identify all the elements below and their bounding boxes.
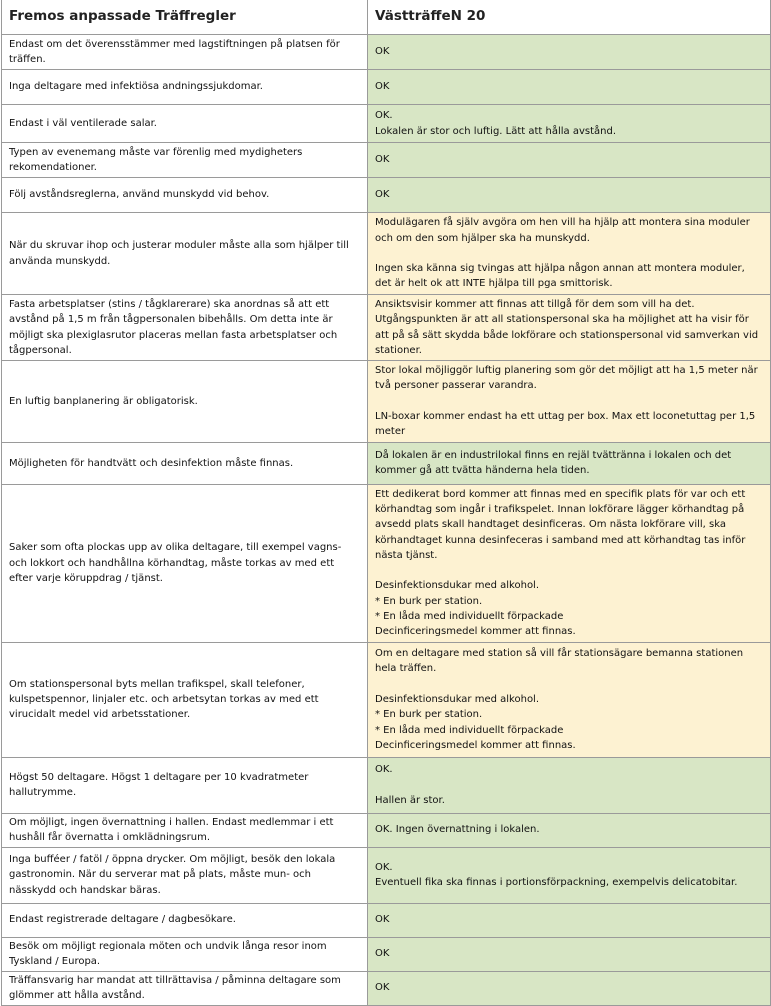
table-row: [2, 442, 771, 484]
response-line: OK: [375, 914, 390, 926]
response-line: Ansiktsvisir kommer att finnas att tillgå för dem som vill ha det. Utgångspunkten är att all stationspersonal ska ha möjlighet att ha visir för att på så sätt skydda både lokförare och stationspersonal vid samverkan vid stationer.: [375, 299, 762, 356]
table-row: [2, 903, 771, 937]
rule-cell: En luftig banplanering är obligatorisk.: [2, 361, 368, 442]
response-cell: [368, 361, 771, 442]
rule-cell: Om möjligt, ingen övernattning i hallen. Endast medlemmar i ett hushåll får övernatta i omklädningsrum.: [2, 813, 368, 847]
response-line: Hallen är stor.: [375, 794, 445, 806]
table-row: [2, 295, 771, 361]
table-row: [2, 361, 771, 442]
response-line: Lokalen är stor och luftig. Lätt att hålla avstånd.: [375, 125, 617, 137]
response-cell: [368, 105, 771, 143]
rule-cell: Om stationspersonal byts mellan trafikspel, skall telefoner, kulspetspennor, linjaler etc. och arbetsytan torkas av med ett virucidalt medel vid arbetsstationer.: [2, 642, 368, 757]
response-line: [375, 777, 763, 792]
response-line: OK.: [375, 764, 393, 776]
table-row: [2, 143, 771, 178]
response-line: Desinfektionsdukar med alkohol.: [375, 693, 540, 705]
table-row: [2, 642, 771, 757]
response-cell: [368, 642, 771, 757]
response-cell: [368, 757, 771, 813]
rule-cell: Möjligheten för handtvätt och desinfektion måste finnas.: [2, 442, 368, 484]
response-cell: [368, 143, 771, 178]
response-line: * En låda med individuellt förpackade: [375, 611, 564, 623]
response-cell: [368, 847, 771, 903]
response-line: Stor lokal möjliggör luftig planering som gör det möjligt att ha 1,5 meter när två personer passerar varandra.: [375, 365, 761, 392]
response-line: LN-boxar kommer endast ha ett uttag per box. Max ett loconetuttag per 1,5 meter: [375, 411, 759, 438]
response-cell: [368, 903, 771, 937]
response-line: [375, 246, 763, 261]
table-row: [2, 937, 771, 971]
response-line: OK: [375, 982, 390, 994]
table-row: [2, 178, 771, 213]
response-cell: [368, 971, 771, 1005]
response-line: Ett dedikerat bord kommer att finnas med en specifik plats för var och ett körhandtag som ingår i trafikspelet. Innan lokförare lägger körhandtag på avsedd plats skall handtaget desinficeras. Om nästa lokförare vill, ska körhandtaget kunna desinfeceras i samband med att körhandtag tas inför nästa tjänst.: [375, 488, 749, 561]
rules-table: [1, 0, 771, 1006]
response-line: [375, 563, 763, 578]
response-line: OK: [375, 189, 390, 201]
rule-cell: Besök om möjligt regionala möten och undvik långa resor inom Tyskland / Europa.: [2, 937, 368, 971]
response-line: OK.: [375, 861, 393, 873]
table-row: [2, 971, 771, 1005]
response-line: Då lokalen är en industrilokal finns en rejäl tvättränna i lokalen och det kommer gå att tvätta händerna hela tiden.: [375, 449, 735, 477]
response-line: OK: [375, 46, 390, 58]
table-row: [2, 35, 771, 70]
rule-cell: När du skruvar ihop och justerar moduler måste alla som hjälper till använda munskydd.: [2, 213, 368, 295]
response-cell: [368, 442, 771, 484]
response-line: Desinfektionsdukar med alkohol.: [375, 580, 540, 592]
response-line: [375, 394, 763, 409]
response-line: OK: [375, 81, 390, 93]
table-row: [2, 757, 771, 813]
response-line: Om en deltagare med station så vill får stationsägare bemanna stationen hela träffen.: [375, 648, 747, 675]
rule-cell: Endast registrerade deltagare / dagbesökare.: [2, 903, 368, 937]
response-cell: [368, 213, 771, 295]
rule-cell: Typen av evenemang måste var förenlig med mydigheters rekomendationer.: [2, 143, 368, 178]
response-cell: [368, 70, 771, 105]
header-row: [2, 0, 771, 35]
rule-cell: Inga bufféer / fatöl / öppna drycker. Om möjligt, besök den lokala gastronomin. När du serverar mat på plats, måste mun- och nässkydd och handskar bäras.: [2, 847, 368, 903]
rule-cell: Träffansvarig har mandat att tillrättavisa / påminna deltagare som glömmer att hålla avstånd.: [2, 971, 368, 1005]
header-event: VästträffeN 20: [368, 0, 771, 35]
response-cell: [368, 178, 771, 213]
table-row: [2, 484, 771, 642]
response-line: OK.: [375, 110, 393, 122]
response-line: * En låda med individuellt förpackade: [375, 724, 564, 736]
response-line: Decinficeringsmedel kommer att finnas.: [375, 739, 576, 751]
rule-cell: Inga deltagare med infektiösa andningssjukdomar.: [2, 70, 368, 105]
table-row: [2, 105, 771, 143]
response-line: OK. Ingen övernattning i lokalen.: [375, 824, 540, 836]
response-cell: [368, 295, 771, 361]
rule-cell: Högst 50 deltagare. Högst 1 deltagare per 10 kvadratmeter hallutrymme.: [2, 757, 368, 813]
response-line: Ingen ska känna sig tvingas att hjälpa någon annan att montera moduler, det är helt ok att INTE hjälpa till pga smittorisk.: [375, 263, 749, 290]
response-line: OK: [375, 154, 390, 166]
rule-cell: Saker som ofta plockas upp av olika deltagare, till exempel vagns- och lokkort och handhållna körhandtag, måste torkas av med ett efter varje köruppdrag / tjänst.: [2, 484, 368, 642]
table-row: [2, 847, 771, 903]
response-line: Modulägaren få själv avgöra om hen vill ha hjälp att montera sina moduler och om den som hjälper ska ha munskydd.: [375, 217, 754, 244]
rule-cell: Fasta arbetsplatser (stins / tågklarerare) ska anordnas så att ett avstånd på 1,5 m från tågpersonalen bibehålls. Om detta inte är möjligt ska plexiglasrutor placeras mellan fasta arbetsplatser och tågpersonal.: [2, 295, 368, 361]
response-cell: [368, 484, 771, 642]
response-line: Eventuell fika ska finnas i portionsförpackning, exempelvis delicatobitar.: [375, 877, 738, 889]
header-rules: Fremos anpassade Träffregler: [2, 0, 368, 35]
response-line: [375, 677, 763, 692]
response-line: Decinficeringsmedel kommer att finnas.: [375, 626, 576, 638]
response-line: * En burk per station.: [375, 595, 483, 607]
response-cell: [368, 937, 771, 971]
table-body: [2, 35, 771, 1006]
table-row: [2, 213, 771, 295]
response-cell: [368, 35, 771, 70]
rule-cell: Följ avståndsreglerna, använd munskydd vid behov.: [2, 178, 368, 213]
response-line: * En burk per station.: [375, 709, 483, 721]
rule-cell: Endast om det överensstämmer med lagstiftningen på platsen för träffen.: [2, 35, 368, 70]
table-row: [2, 70, 771, 105]
response-cell: [368, 813, 771, 847]
table-row: [2, 813, 771, 847]
rule-cell: Endast i väl ventilerade salar.: [2, 105, 368, 143]
response-line: OK: [375, 948, 390, 960]
